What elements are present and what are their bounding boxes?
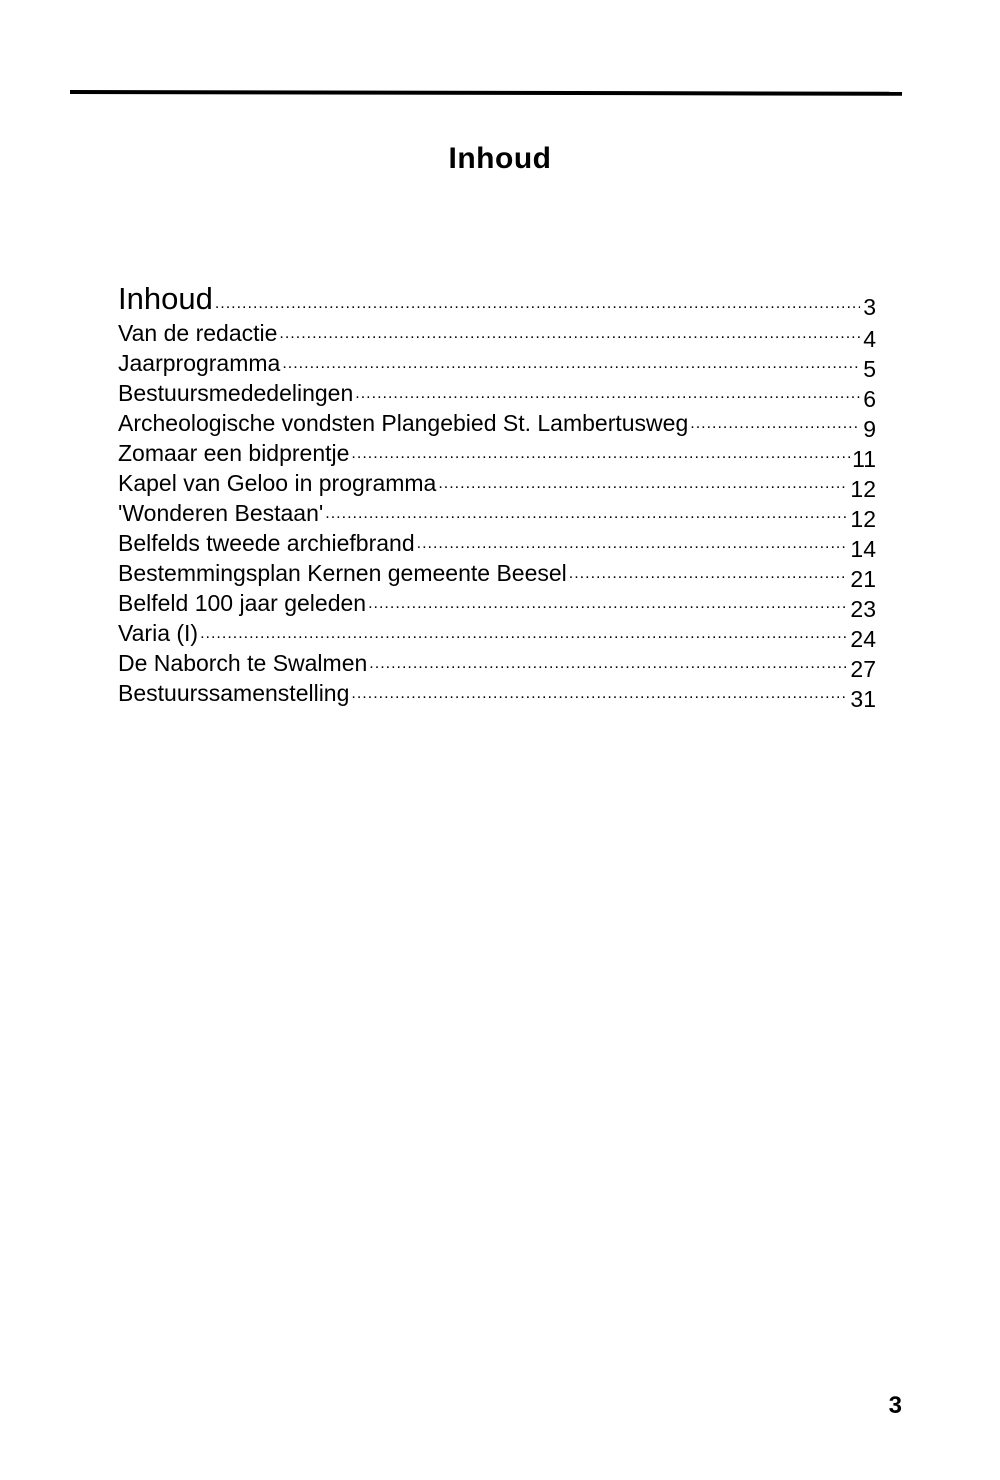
toc-entry xyxy=(118,436,876,472)
toc-leader-dots xyxy=(438,476,848,492)
toc-leader-dots xyxy=(368,596,848,612)
toc-leader-dots xyxy=(355,386,860,402)
toc-entry-page: 21 xyxy=(850,566,876,592)
toc-leader-dots xyxy=(351,686,848,702)
toc-entry-page: 6 xyxy=(863,386,876,412)
toc-entry-label: De Naborch te Swalmen xyxy=(118,650,368,676)
toc-entry-label: Inhoud xyxy=(118,281,213,316)
toc-entry xyxy=(118,406,876,442)
toc-entry-page: 12 xyxy=(850,476,876,502)
toc-entry-label: Varia (I) xyxy=(118,620,199,646)
toc-entry-label: Bestuurssamenstelling xyxy=(118,680,350,706)
toc-entry-label: Jaarprogramma xyxy=(118,350,281,376)
toc-leader-dots xyxy=(200,626,848,642)
toc-entry xyxy=(118,646,876,682)
toc-entry-page: 27 xyxy=(850,656,876,682)
table-of-contents xyxy=(118,272,876,712)
top-rule xyxy=(70,90,902,96)
toc-entry xyxy=(118,526,876,562)
toc-entry-page: 5 xyxy=(863,356,876,382)
toc-entry xyxy=(118,466,876,502)
toc-entry-label: Bestuursmededelingen xyxy=(118,380,354,406)
page-title: Inhoud xyxy=(448,142,552,175)
toc-leader-dots xyxy=(369,656,848,672)
toc-entry xyxy=(118,556,876,592)
toc-entry-label: Kapel van Geloo in programma xyxy=(118,470,437,496)
toc-entry-page: 9 xyxy=(863,416,876,442)
toc-entry-label: Belfelds tweede archiefbrand xyxy=(118,530,415,556)
toc-entry xyxy=(118,376,876,412)
toc-leader-dots xyxy=(282,356,860,372)
toc-leader-dots xyxy=(325,506,848,522)
toc-entry-page: 12 xyxy=(850,506,876,532)
toc-entry-page: 11 xyxy=(852,446,876,472)
toc-leader-dots xyxy=(351,446,850,462)
toc-entry xyxy=(118,496,876,532)
toc-leader-dots xyxy=(215,296,860,312)
toc-entry-page: 24 xyxy=(850,626,876,652)
toc-entry-label: Bestemmingsplan Kernen gemeente Beesel xyxy=(118,560,567,586)
toc-entry-page: 23 xyxy=(850,596,876,622)
toc-entry xyxy=(118,586,876,622)
toc-leader-dots xyxy=(569,566,849,582)
toc-entry-page: 31 xyxy=(850,686,876,712)
toc-entry-page: 3 xyxy=(863,294,876,320)
toc-entry-page: 14 xyxy=(850,536,876,562)
toc-entry-label: Archeologische vondsten Plangebied St. Lambertusweg xyxy=(118,410,689,436)
toc-entry xyxy=(118,272,876,320)
toc-leader-dots xyxy=(279,326,860,342)
toc-entry xyxy=(118,676,876,712)
toc-entry xyxy=(118,346,876,382)
toc-entry xyxy=(118,616,876,652)
toc-leader-dots xyxy=(690,416,860,432)
toc-entry-label: Van de redactie xyxy=(118,320,278,346)
toc-entry-label: 'Wonderen Bestaan' xyxy=(118,500,324,526)
page-number: 3 xyxy=(888,1392,902,1419)
toc-entry-label: Belfeld 100 jaar geleden xyxy=(118,590,367,616)
toc-leader-dots xyxy=(417,536,849,552)
toc-entry xyxy=(118,316,876,352)
toc-entry-page: 4 xyxy=(863,326,876,352)
toc-entry-label: Zomaar een bidprentje xyxy=(118,440,350,466)
